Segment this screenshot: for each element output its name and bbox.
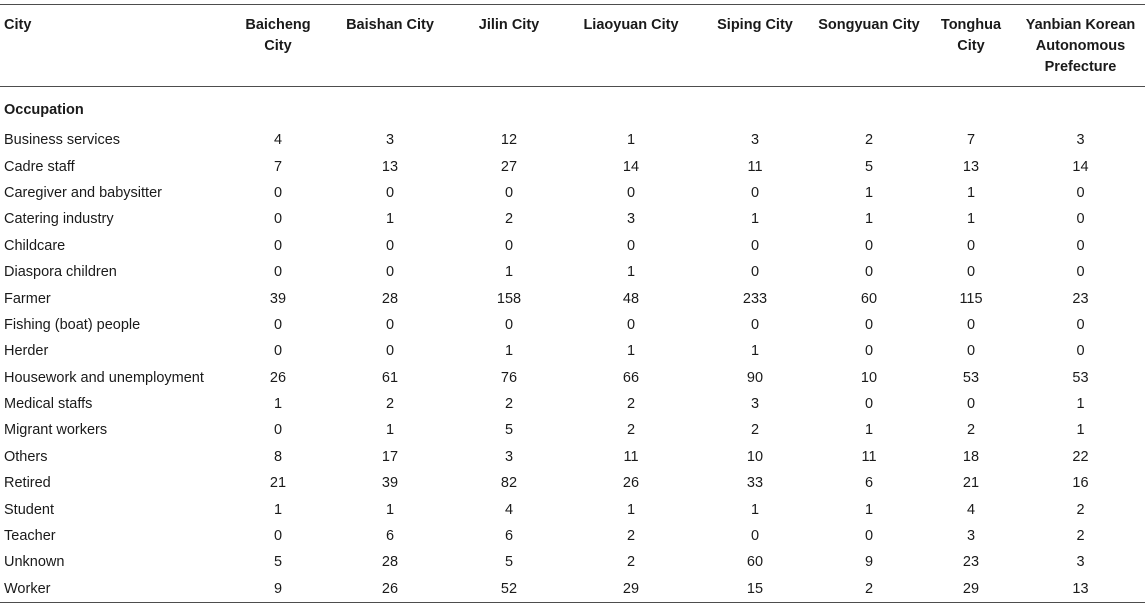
table-cell: 60 xyxy=(746,554,764,571)
table-cell: 26 xyxy=(622,475,640,492)
table-cell: 0 xyxy=(966,237,976,254)
table-cell: 115 xyxy=(959,290,983,307)
table-cell: 14 xyxy=(1072,158,1089,175)
table-cell: 90 xyxy=(746,369,764,386)
table-cell: 13 xyxy=(1016,576,1145,603)
header-col: Songyuan City xyxy=(812,5,926,87)
table-row xyxy=(0,180,1145,206)
table-row xyxy=(0,285,1145,311)
table-cell: 2 xyxy=(812,576,926,603)
table-cell: 1 xyxy=(504,264,514,281)
table-cell: 1 xyxy=(750,211,760,228)
table-cell: 0 xyxy=(273,422,283,439)
table-cell: 4 xyxy=(504,501,514,518)
table-cell: 4 xyxy=(273,132,283,149)
table-cell: 28 xyxy=(381,554,399,571)
table-cell: 0 xyxy=(273,264,283,281)
table-cell: 0 xyxy=(864,343,874,360)
table-row xyxy=(0,444,1145,470)
table-cell: 1 xyxy=(1076,422,1085,439)
table-cell: 0 xyxy=(385,264,395,281)
table-cell: 10 xyxy=(746,448,764,465)
table-cell: 0 xyxy=(1076,343,1085,360)
table-cell: 0 xyxy=(273,343,283,360)
table-cell: 2 xyxy=(626,422,636,439)
table-row xyxy=(0,470,1145,496)
table-cell: 2 xyxy=(750,422,760,439)
table-cell: 3 xyxy=(626,211,636,228)
table-row xyxy=(0,206,1145,232)
row-label: Housework and unemployment xyxy=(4,369,204,386)
table-cell: 61 xyxy=(381,369,399,386)
table-cell: 0 xyxy=(385,184,395,201)
header-row xyxy=(0,5,1145,87)
table-row xyxy=(0,153,1145,179)
table-cell: 1 xyxy=(626,264,636,281)
table-cell: 233 xyxy=(742,290,768,307)
table-cell: 22 xyxy=(1072,448,1089,465)
header-col: Baicheng City xyxy=(230,5,326,87)
table-cell: 6 xyxy=(504,528,514,545)
table-cell: 0 xyxy=(626,316,636,333)
table-cell: 27 xyxy=(500,158,518,175)
table-cell: 17 xyxy=(381,448,399,465)
table-row xyxy=(0,127,1145,153)
table-cell: 11 xyxy=(861,448,877,465)
row-label: Catering industry xyxy=(4,211,114,228)
table-cell: 26 xyxy=(326,576,454,603)
table-cell: 0 xyxy=(864,528,874,545)
table-cell: 0 xyxy=(864,316,874,333)
row-label: Retired xyxy=(4,475,51,492)
row-label: Herder xyxy=(4,343,49,360)
table-row xyxy=(0,417,1145,443)
table-cell: 1 xyxy=(966,211,976,228)
table-cell: 15 xyxy=(698,576,812,603)
table-cell: 0 xyxy=(273,528,283,545)
table-cell: 2 xyxy=(966,422,976,439)
table-row xyxy=(0,549,1145,575)
table-cell: 1 xyxy=(385,422,395,439)
table-cell: 0 xyxy=(966,316,976,333)
table-cell: 2 xyxy=(864,132,874,149)
table-cell: 5 xyxy=(504,422,514,439)
table-cell: 0 xyxy=(1076,184,1085,201)
table-cell: 14 xyxy=(622,158,640,175)
table-cell: 1 xyxy=(864,422,874,439)
table-cell: 12 xyxy=(500,132,518,149)
table-row xyxy=(0,233,1145,259)
table-cell: 0 xyxy=(750,316,760,333)
table-cell: 23 xyxy=(962,554,980,571)
table-cell: 1 xyxy=(966,184,976,201)
table-cell: 1 xyxy=(864,501,874,518)
table-cell: 0 xyxy=(385,343,395,360)
table-cell: 4 xyxy=(966,501,976,518)
row-label: Student xyxy=(4,501,54,518)
table-cell: 1 xyxy=(750,343,760,360)
table-cell: 39 xyxy=(269,290,287,307)
table-cell: 48 xyxy=(622,290,640,307)
table-cell: 2 xyxy=(626,528,636,545)
table-cell: 0 xyxy=(966,264,976,281)
table-cell: 0 xyxy=(273,184,283,201)
table-cell: 0 xyxy=(385,237,395,254)
table-cell: 3 xyxy=(966,528,976,545)
table-cell: 0 xyxy=(1076,264,1085,281)
table-cell: 23 xyxy=(1072,290,1089,307)
table-row xyxy=(0,259,1145,285)
header-col: Tonghua City xyxy=(926,5,1016,87)
table-cell: 7 xyxy=(273,158,283,175)
table-cell: 2 xyxy=(385,396,395,413)
table-cell: 21 xyxy=(962,475,980,492)
header-col: Yanbian Korean Autonomous Prefecture xyxy=(1016,5,1145,87)
table-cell: 0 xyxy=(385,316,395,333)
table-cell: 53 xyxy=(1072,369,1089,386)
row-label: Teacher xyxy=(4,528,56,545)
table-cell: 5 xyxy=(273,554,283,571)
table-cell: 82 xyxy=(500,475,518,492)
table-cell: 2 xyxy=(504,396,514,413)
table-cell: 1 xyxy=(750,501,760,518)
table-cell: 3 xyxy=(1076,554,1085,571)
table-row xyxy=(0,576,1145,603)
table-cell: 11 xyxy=(623,448,639,465)
table-cell: 6 xyxy=(385,528,395,545)
table-cell: 0 xyxy=(966,343,976,360)
table-cell: 1 xyxy=(273,396,283,413)
row-label: Fishing (boat) people xyxy=(4,316,141,333)
table-cell: 29 xyxy=(564,576,698,603)
header-col: Liaoyuan City xyxy=(564,5,698,87)
table-cell: 11 xyxy=(747,158,763,175)
table-cell: 0 xyxy=(626,184,636,201)
row-label: Farmer xyxy=(4,290,51,307)
table-cell: 2 xyxy=(1076,501,1085,518)
table-cell: 39 xyxy=(381,475,399,492)
row-label: Childcare xyxy=(4,237,66,254)
table-row xyxy=(0,365,1145,391)
table-cell: 2 xyxy=(626,396,636,413)
table-cell: 0 xyxy=(626,237,636,254)
table-cell: 0 xyxy=(504,237,514,254)
table-cell: 26 xyxy=(269,369,287,386)
table-cell: 0 xyxy=(273,211,283,228)
table-row xyxy=(0,338,1145,364)
table-cell: 28 xyxy=(381,290,399,307)
row-label: Cadre staff xyxy=(4,158,75,175)
table-cell: 3 xyxy=(1076,132,1085,149)
table-row xyxy=(0,496,1145,522)
table-cell: 0 xyxy=(966,396,976,413)
table-cell: 1 xyxy=(385,211,395,228)
table-cell: 1 xyxy=(1076,396,1085,413)
table-cell: 2 xyxy=(504,211,514,228)
header-city: City xyxy=(0,5,230,87)
table-cell: 0 xyxy=(750,237,760,254)
table-cell: 0 xyxy=(1076,211,1085,228)
header-col: Baishan City xyxy=(326,5,454,87)
table-cell: 1 xyxy=(864,211,874,228)
table-row xyxy=(0,391,1145,417)
table-cell: 1 xyxy=(273,501,283,518)
table-cell: 1 xyxy=(504,343,514,360)
table-cell: 1 xyxy=(626,132,636,149)
occupation-by-city-table xyxy=(0,4,1145,603)
row-label: Business services xyxy=(4,132,121,149)
table-cell: 3 xyxy=(750,396,760,413)
table-cell: 1 xyxy=(385,501,395,518)
row-label: Unknown xyxy=(4,554,65,571)
header-col: Siping City xyxy=(698,5,812,87)
table-cell: 21 xyxy=(269,475,287,492)
row-label: Diaspora children xyxy=(4,264,117,281)
table-cell: 1 xyxy=(864,184,874,201)
table-cell: 5 xyxy=(504,554,514,571)
table-cell: 3 xyxy=(504,448,514,465)
table-cell: 52 xyxy=(454,576,564,603)
table-cell: 53 xyxy=(962,369,980,386)
table-cell: 10 xyxy=(860,369,878,386)
row-label: Medical staffs xyxy=(4,396,93,413)
table-cell: 0 xyxy=(864,396,874,413)
section-label: Occupation xyxy=(4,102,84,118)
table-cell: 0 xyxy=(273,237,283,254)
row-label: Others xyxy=(4,448,48,465)
table-cell: 0 xyxy=(864,237,874,254)
table-cell: 76 xyxy=(500,369,518,386)
row-label: Migrant workers xyxy=(4,422,108,439)
table-cell: 29 xyxy=(926,576,1016,603)
row-label: Caregiver and babysitter xyxy=(4,184,162,201)
table-cell: 2 xyxy=(1076,528,1085,545)
table-cell: 0 xyxy=(273,316,283,333)
table-cell: 0 xyxy=(750,264,760,281)
table-cell: 60 xyxy=(860,290,878,307)
table-cell: 18 xyxy=(962,448,980,465)
table-cell: 3 xyxy=(385,132,395,149)
table-cell: 1 xyxy=(626,501,636,518)
table-cell: 5 xyxy=(864,158,874,175)
table-cell: 0 xyxy=(750,528,760,545)
table-cell: 3 xyxy=(750,132,760,149)
table-cell: 9 xyxy=(230,576,326,603)
table-cell: 0 xyxy=(864,264,874,281)
table-cell: 9 xyxy=(864,554,874,571)
table-cell: 158 xyxy=(496,290,522,307)
header-col: Jilin City xyxy=(454,5,564,87)
table-cell: 0 xyxy=(1076,316,1085,333)
table-cell: 7 xyxy=(966,132,976,149)
table-cell: 13 xyxy=(381,158,399,175)
table-cell: 33 xyxy=(746,475,764,492)
table-cell: 0 xyxy=(504,184,514,201)
table-cell: 2 xyxy=(626,554,636,571)
table-cell: 6 xyxy=(864,475,874,492)
table-cell: 1 xyxy=(626,343,636,360)
table-row xyxy=(0,312,1145,338)
table-cell: 13 xyxy=(962,158,980,175)
table-cell: 0 xyxy=(750,184,760,201)
table-cell: 16 xyxy=(1072,475,1089,492)
section-row xyxy=(0,87,1145,128)
table-row xyxy=(0,523,1145,549)
table-cell: 0 xyxy=(1076,237,1085,254)
table-cell: 8 xyxy=(273,448,283,465)
table-cell: 66 xyxy=(622,369,640,386)
table-cell: 0 xyxy=(504,316,514,333)
row-label: Worker xyxy=(0,576,230,603)
